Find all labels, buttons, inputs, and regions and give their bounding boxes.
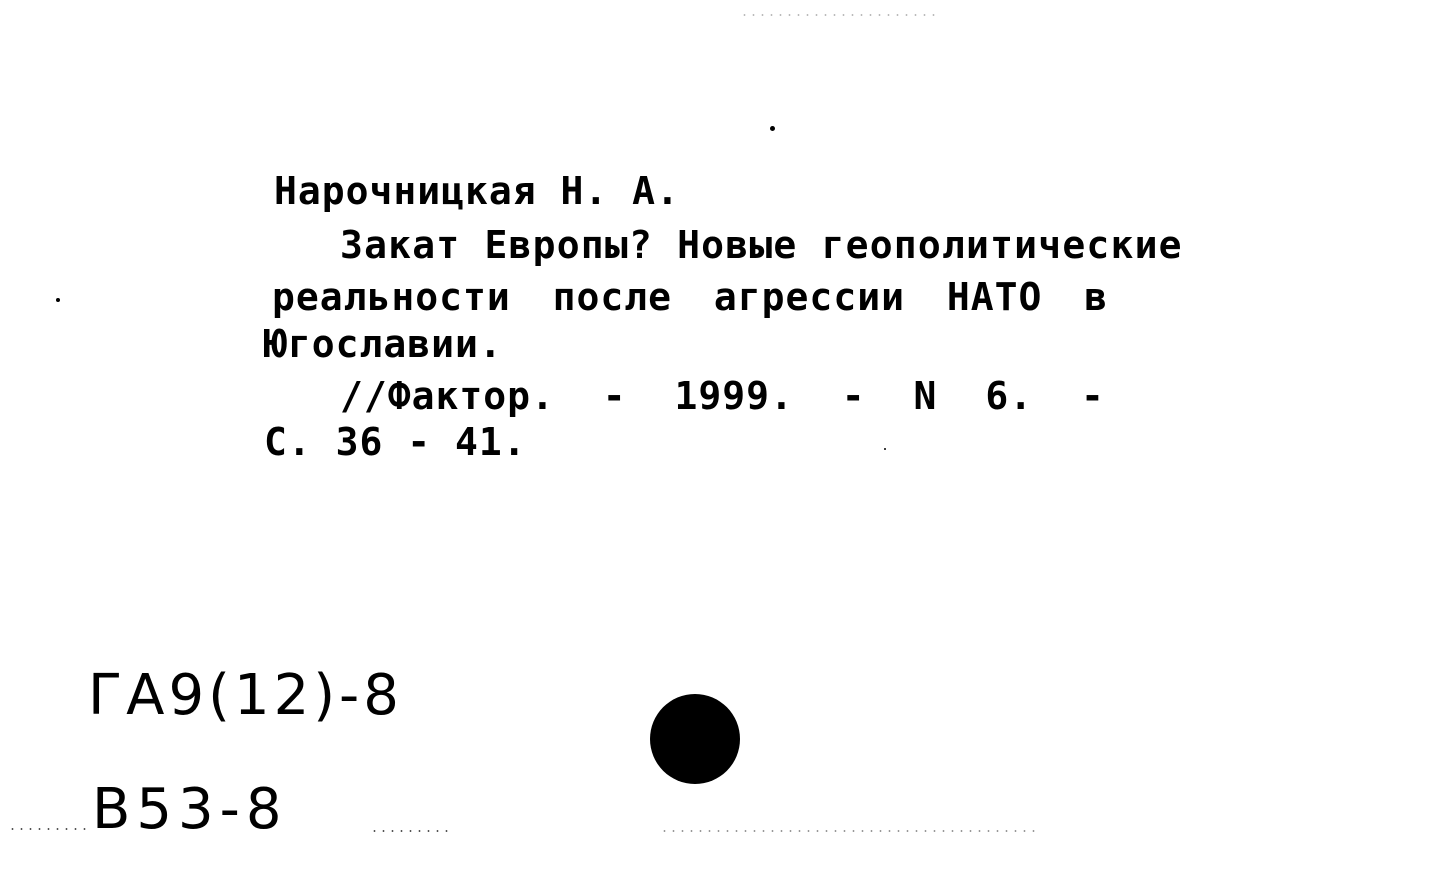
punch-hole	[650, 694, 740, 784]
source-line-1: //Фактор. - 1999. - N 6. -	[340, 374, 1105, 418]
speck	[884, 448, 886, 450]
scan-noise-line	[740, 14, 940, 16]
scan-noise-line	[660, 830, 1040, 832]
source-line-2: С. 36 - 41.	[264, 420, 527, 464]
scan-noise-line	[370, 830, 450, 832]
speck	[56, 298, 60, 302]
title-line-1: Закат Европы? Новые геополитические	[340, 223, 1183, 267]
title-line-2: реальности после агрессии НАТО в	[272, 275, 1109, 319]
author-line: Нарочницкая Н. А.	[274, 169, 680, 213]
shelfmark-handwritten-2: В53-8	[92, 777, 288, 842]
shelfmark-handwritten-1: ГА9(12)-8	[88, 663, 403, 728]
title-line-3: Югославии.	[264, 322, 503, 366]
scan-noise-line	[8, 828, 88, 830]
speck	[770, 126, 775, 131]
